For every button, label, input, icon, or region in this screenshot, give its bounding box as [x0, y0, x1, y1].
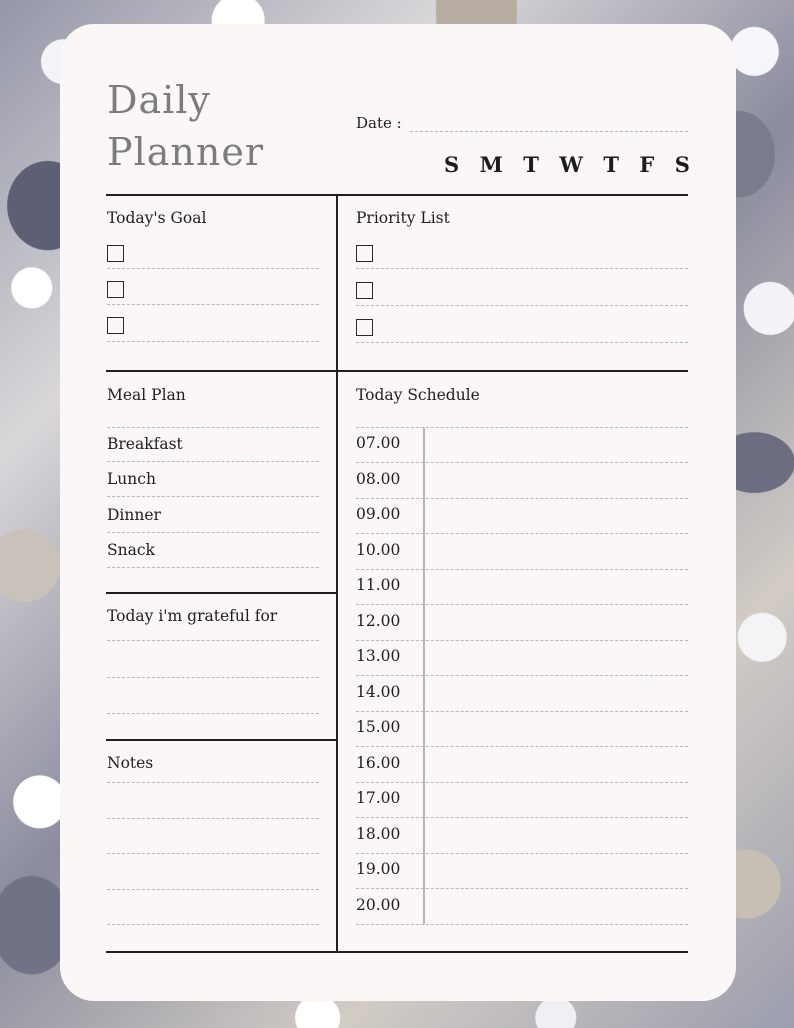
grateful-line-2[interactable] — [107, 677, 319, 678]
schedule-entry-line[interactable] — [356, 675, 688, 676]
goal-checkbox-1[interactable] — [107, 245, 124, 262]
goal-line-3[interactable] — [107, 341, 319, 342]
schedule-entry-line[interactable] — [356, 746, 688, 747]
priority-line-1[interactable] — [356, 268, 688, 269]
meal-breakfast-line[interactable] — [107, 461, 319, 462]
weekday-selector — [444, 152, 690, 177]
day-saturday[interactable]: S — [674, 152, 690, 177]
priority-checkbox-1[interactable] — [356, 245, 373, 262]
schedule-entry-line[interactable] — [356, 782, 688, 783]
date-line — [410, 131, 688, 132]
page-title — [107, 74, 264, 178]
schedule-time-label: 15.00 — [356, 718, 401, 736]
grid-bottom-line — [106, 951, 688, 953]
day-wednesday[interactable]: W — [559, 152, 583, 177]
schedule-entry-line[interactable] — [356, 462, 688, 463]
goal-checkbox-3[interactable] — [107, 317, 124, 334]
date-field[interactable] — [356, 114, 688, 134]
day-friday[interactable]: F — [639, 152, 655, 177]
grid-vertical-line — [336, 195, 338, 952]
schedule-time-label: 13.00 — [356, 647, 401, 665]
notes-line-5[interactable] — [107, 924, 319, 925]
day-thursday[interactable]: T — [603, 152, 619, 177]
goal-checkbox-2[interactable] — [107, 281, 124, 298]
priority-list-heading: Priority List — [356, 209, 450, 227]
schedule-entry-line[interactable] — [356, 604, 688, 605]
schedule-entry-line[interactable] — [356, 640, 688, 641]
grateful-line-3[interactable] — [107, 713, 319, 714]
day-sunday[interactable]: S — [444, 152, 460, 177]
schedule-entry-line[interactable] — [356, 817, 688, 818]
day-tuesday[interactable]: T — [523, 152, 539, 177]
schedule-time-label: 10.00 — [356, 540, 401, 559]
today-schedule-heading: Today Schedule — [356, 386, 480, 404]
grateful-line-1[interactable] — [107, 640, 319, 641]
grateful-divider-line — [106, 739, 337, 741]
grid-middle-line — [106, 370, 688, 372]
priority-checkbox-2[interactable] — [356, 282, 373, 299]
schedule-entry-line[interactable] — [356, 498, 688, 499]
schedule-time-label: 18.00 — [356, 824, 401, 843]
schedule-time-label: 17.00 — [356, 789, 401, 807]
schedule-time-label: 12.00 — [356, 611, 401, 630]
grid-top-line — [106, 194, 688, 196]
schedule-entry-line[interactable] — [356, 711, 688, 712]
goal-line-1[interactable] — [107, 268, 319, 269]
schedule-divider-line — [423, 428, 425, 924]
priority-checkbox-3[interactable] — [356, 319, 373, 336]
meal-breakfast-label: Breakfast — [107, 435, 183, 453]
meal-dinner-line[interactable] — [107, 532, 319, 533]
meal-lunch-line[interactable] — [107, 496, 319, 497]
schedule-entry-line[interactable] — [356, 888, 688, 889]
schedule-time-label: 14.00 — [356, 682, 401, 701]
meal-divider-line — [106, 592, 337, 594]
schedule-time-label: 19.00 — [356, 860, 401, 878]
meal-snack-line[interactable] — [107, 567, 319, 568]
schedule-time-label: 11.00 — [356, 576, 401, 594]
schedule-entry-line[interactable] — [356, 533, 688, 534]
schedule-entry-line[interactable] — [356, 924, 688, 925]
schedule-time-label: 09.00 — [356, 505, 401, 523]
schedule-entry-line[interactable] — [356, 853, 688, 854]
priority-line-2[interactable] — [356, 305, 688, 306]
meal-dinner-label: Dinner — [107, 506, 161, 524]
goal-line-2[interactable] — [107, 304, 319, 305]
meal-lunch-label: Lunch — [107, 470, 156, 488]
meal-snack-label: Snack — [107, 541, 155, 559]
priority-line-3[interactable] — [356, 342, 688, 343]
notes-line-3[interactable] — [107, 853, 319, 854]
schedule-entry-line[interactable] — [356, 569, 688, 570]
schedule-time-label: 07.00 — [356, 434, 401, 452]
notes-line-4[interactable] — [107, 889, 319, 890]
day-monday[interactable]: M — [479, 152, 503, 177]
meal-plan-line — [107, 427, 319, 428]
title-line-1: Daily — [107, 78, 211, 122]
schedule-header-line — [356, 427, 688, 428]
grateful-heading: Today i'm grateful for — [107, 607, 278, 625]
schedule-time-label: 20.00 — [356, 895, 401, 914]
meal-plan-heading: Meal Plan — [107, 386, 186, 404]
todays-goal-heading: Today's Goal — [107, 209, 207, 227]
schedule-time-label: 08.00 — [356, 469, 401, 488]
schedule-time-label: 16.00 — [356, 753, 401, 772]
title-line-2: Planner — [107, 130, 264, 174]
notes-heading: Notes — [107, 754, 154, 772]
date-label: Date : — [356, 114, 402, 132]
notes-line-2[interactable] — [107, 818, 319, 819]
notes-line-1[interactable] — [107, 782, 319, 783]
